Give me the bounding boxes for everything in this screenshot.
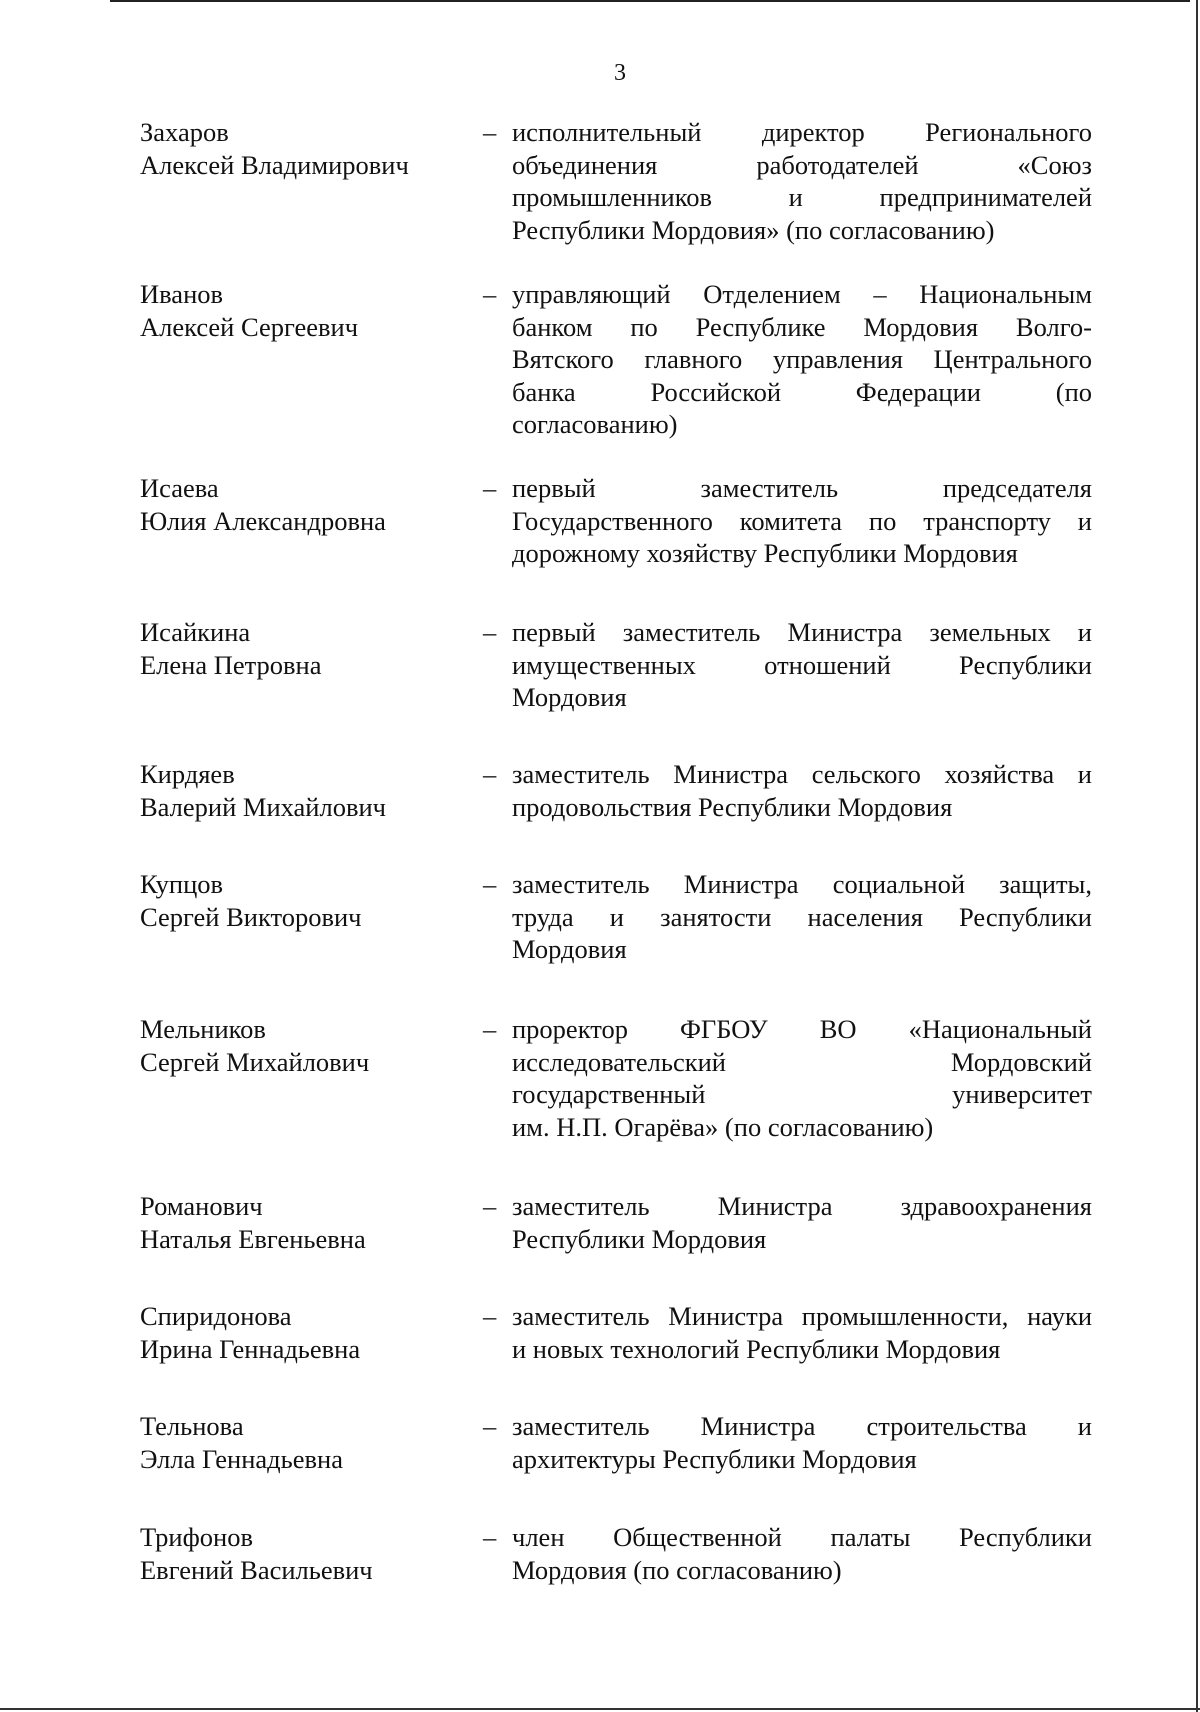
member-given-names: Ирина Геннадьевна bbox=[140, 1333, 361, 1364]
member-surname: Мельников bbox=[140, 1014, 266, 1044]
member-surname: Исаева bbox=[140, 473, 219, 503]
member-name bbox=[140, 116, 460, 181]
member-name bbox=[140, 758, 460, 823]
member-position bbox=[512, 1190, 1092, 1255]
member-surname: Трифонов bbox=[140, 1522, 253, 1552]
member-given-names: Юлия Александровна bbox=[140, 505, 386, 536]
member-position bbox=[512, 1521, 1092, 1586]
member-name bbox=[140, 1410, 460, 1475]
member-given-names: Евгений Васильевич bbox=[140, 1554, 373, 1585]
position-line: исполнительный директор Регионального bbox=[512, 117, 1092, 147]
member-given-names: Сергей Викторович bbox=[140, 901, 362, 932]
position-line: Мордовия bbox=[512, 682, 627, 712]
member-given-names: Алексей Владимирович bbox=[140, 149, 409, 180]
entry-dash: – bbox=[483, 1522, 497, 1552]
position-line: управляющий Отделением – Национальным bbox=[512, 279, 1092, 309]
member-position bbox=[512, 616, 1092, 714]
member-name bbox=[140, 278, 460, 343]
position-line: Мордовия bbox=[512, 934, 627, 964]
member-position bbox=[512, 758, 1092, 823]
position-line: банка Российской Федерации (по bbox=[512, 376, 1092, 407]
member-position bbox=[512, 868, 1092, 966]
position-line: заместитель Министра здравоохранения bbox=[512, 1191, 1092, 1221]
member-position bbox=[512, 278, 1092, 441]
scan-edge-bottom bbox=[0, 1708, 1200, 1710]
member-surname: Тельнова bbox=[140, 1411, 244, 1441]
member-name bbox=[140, 1521, 460, 1586]
position-line: заместитель Министра промышленности, науки bbox=[512, 1301, 1092, 1331]
member-given-names: Наталья Евгеньевна bbox=[140, 1223, 366, 1254]
position-line: архитектуры Республики Мордовия bbox=[512, 1443, 917, 1474]
position-line: первый заместитель председателя bbox=[512, 473, 1092, 503]
scan-edge-top bbox=[110, 0, 1190, 2]
entry-dash: – bbox=[483, 869, 497, 899]
entry-dash: – bbox=[483, 473, 497, 503]
entry-dash: – bbox=[483, 1411, 497, 1441]
member-surname: Иванов bbox=[140, 279, 224, 309]
position-line: Республики Мордовия» (по согласованию) bbox=[512, 214, 995, 245]
member-given-names: Элла Геннадьевна bbox=[140, 1443, 343, 1474]
member-given-names: Валерий Михайлович bbox=[140, 791, 386, 822]
position-line: согласованию) bbox=[512, 409, 678, 439]
position-line: заместитель Министра строительства и bbox=[512, 1411, 1092, 1441]
member-surname: Исайкина bbox=[140, 617, 251, 647]
position-line: первый заместитель Министра земельных и bbox=[512, 617, 1092, 647]
position-line: имущественных отношений Республики bbox=[512, 649, 1092, 680]
position-line: Вятского главного управления Центрального bbox=[512, 344, 1092, 374]
page-number: 3 bbox=[614, 60, 626, 86]
entry-dash: – bbox=[483, 759, 497, 789]
entry-dash: – bbox=[483, 1014, 497, 1044]
member-name bbox=[140, 1190, 460, 1255]
member-surname: Купцов bbox=[140, 869, 224, 899]
position-line: промышленников и предпринимателей bbox=[512, 182, 1092, 212]
position-line: объединения работодателей «Союз bbox=[512, 149, 1092, 180]
member-given-names: Алексей Сергеевич bbox=[140, 311, 359, 342]
position-line: заместитель Министра социальной защиты, bbox=[512, 869, 1092, 899]
position-line: государственный университет bbox=[512, 1079, 1092, 1109]
member-name bbox=[140, 868, 460, 933]
member-position bbox=[512, 472, 1092, 570]
position-line: член Общественной палаты Республики bbox=[512, 1522, 1092, 1552]
member-surname: Спиридонова bbox=[140, 1301, 292, 1331]
position-line: труда и занятости населения Республики bbox=[512, 901, 1092, 932]
position-line: банком по Республике Мордовия Волго- bbox=[512, 311, 1092, 342]
position-line: дорожному хозяйству Республики Мордовия bbox=[512, 538, 1018, 568]
member-surname: Романович bbox=[140, 1191, 263, 1221]
entry-dash: – bbox=[483, 117, 497, 147]
member-name bbox=[140, 472, 460, 537]
position-line: продовольствия Республики Мордовия bbox=[512, 791, 953, 822]
entry-dash: – bbox=[483, 279, 497, 309]
member-position bbox=[512, 1300, 1092, 1365]
member-surname: Захаров bbox=[140, 117, 229, 147]
member-position bbox=[512, 1013, 1092, 1143]
scan-edge-right bbox=[1196, 0, 1198, 1712]
position-line: и новых технологий Республики Мордовия bbox=[512, 1333, 1001, 1364]
position-line: Республики Мордовия bbox=[512, 1223, 767, 1254]
entry-dash: – bbox=[483, 617, 497, 647]
member-surname: Кирдяев bbox=[140, 759, 235, 789]
position-line: им. Н.П. Огарёва» (по согласованию) bbox=[512, 1111, 934, 1142]
member-given-names: Сергей Михайлович bbox=[140, 1046, 370, 1077]
position-line: заместитель Министра сельского хозяйства и bbox=[512, 759, 1092, 789]
entry-dash: – bbox=[483, 1191, 497, 1221]
member-position bbox=[512, 116, 1092, 246]
position-line: исследовательский Мордовский bbox=[512, 1046, 1092, 1077]
position-line: проректор ФГБОУ ВО «Национальный bbox=[512, 1014, 1092, 1044]
member-name bbox=[140, 616, 460, 681]
member-name bbox=[140, 1013, 460, 1078]
position-line: Мордовия (по согласованию) bbox=[512, 1554, 842, 1585]
member-name bbox=[140, 1300, 460, 1365]
entry-dash: – bbox=[483, 1301, 497, 1331]
position-line: Государственного комитета по транспорту и bbox=[512, 505, 1092, 536]
member-given-names: Елена Петровна bbox=[140, 649, 322, 680]
member-position bbox=[512, 1410, 1092, 1475]
